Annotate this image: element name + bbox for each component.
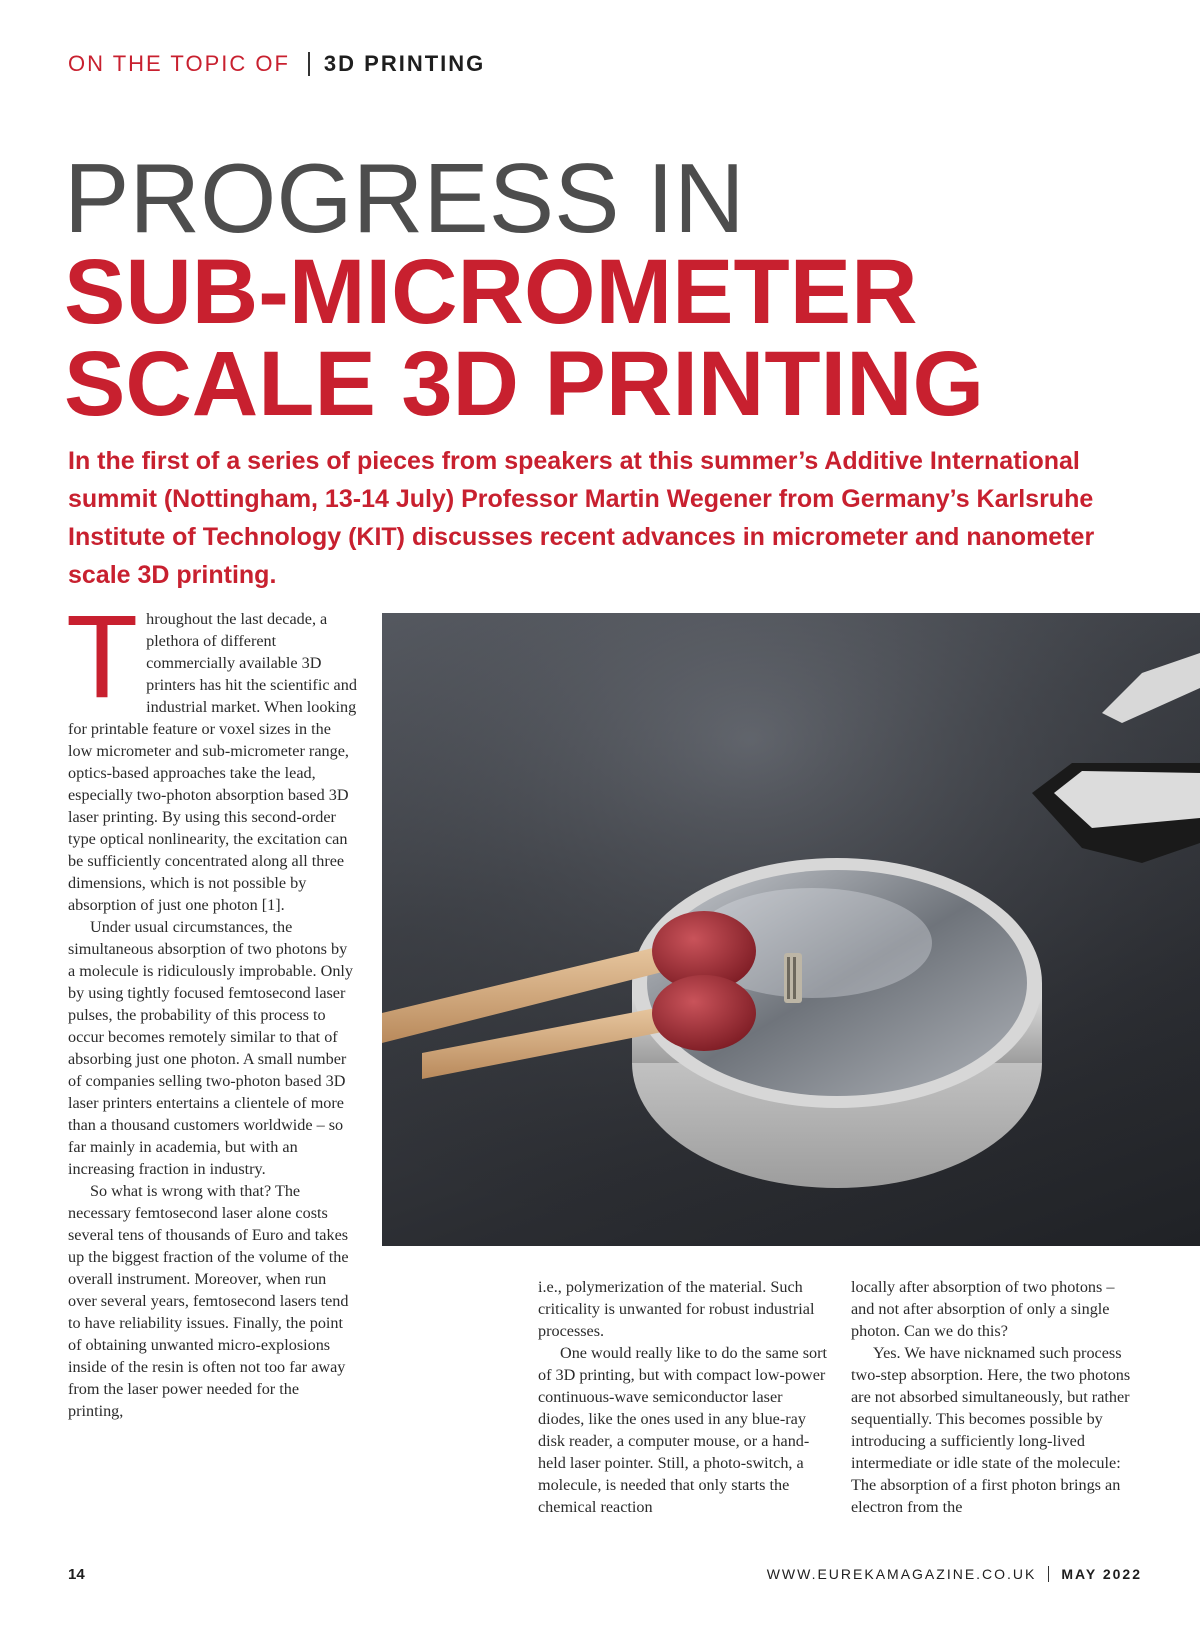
footer-date: MAY 2022	[1061, 1566, 1142, 1582]
body-paragraph-7: Yes. We have nicknamed such process two-step absorption. Here, the two photons are not absorbed simultaneously, but rather sequentially. This becomes possible by introducing a sufficiently long-lived intermediate or idle state of the molecule: The absorption of a first photon brings an electron from the	[851, 1344, 1131, 1516]
body-paragraph-3: So what is wrong with that? The necessary femtosecond laser alone costs several tens of thousands of Euro and takes up the biggest fraction of the volume of the overall instrument. Moreover, when run over several years, femtosecond lasers tend to have reliability issues. Finally, the point of obtaining unwanted micro-explosions inside of the resin is often not too far away from the laser power needed for the printing,	[68, 1182, 349, 1420]
body-column-3	[851, 1276, 1141, 1518]
article-standfirst: In the first of a series of pieces from speakers at this summer’s Additive International summit (Nottingham, 13-14 July) Professor Martin Wegener from Germany’s Karlsruhe Institute of Technology (KIT) discusses recent advances in micrometer and nanometer scale 3D printing.	[68, 447, 1095, 589]
article-headline	[64, 143, 1154, 435]
body-paragraph-5: One would really like to do the same sort of 3D printing, but with compact low-power continuous-wave semiconductor laser diodes, like the ones used in any blue-ray disk reader, a computer mouse, or a hand-held laser pointer. Still, a photo-switch, a molecule, is needed that only starts the chemical reaction	[538, 1344, 828, 1516]
kicker-topic: 3D PRINTING	[323, 51, 486, 76]
body-paragraph-1-text: hroughout the last decade, a plethora of different commercially available 3D printers has hit the scientific and industrial market. When looking for printable feature or voxel sizes in the low micrometer and sub-micrometer range, optics-based approaches take the lead, especially two-photon absorption based 3D laser printing. By using this second-order type optical nonlinearity, the excitation can be sufficiently concentrated along all three dimensions, which is not possible by absorption of just one photon [1].	[68, 610, 357, 914]
body-paragraph-6: locally after absorption of two photons – and not after absorption of only a single photon. Can we do this?	[851, 1278, 1115, 1340]
article-photo	[382, 613, 1200, 1246]
headline-line-1: PROGRESS IN	[64, 143, 745, 253]
kicker-label: ON THE TOPIC OF	[68, 51, 290, 76]
headline-line-3: SCALE 3D PRINTING	[64, 333, 985, 435]
drop-cap: T	[66, 591, 139, 723]
page-number: 14	[68, 1566, 85, 1583]
body-paragraph-1	[66, 591, 358, 916]
body-paragraph-4: i.e., polymerization of the material. Such criticality is unwanted for robust industrial processes.	[538, 1278, 815, 1340]
page-footer	[767, 1566, 1142, 1582]
body-column-1	[66, 591, 358, 1422]
section-kicker	[68, 48, 485, 80]
lens-matches-photo-illustration	[382, 613, 1200, 1246]
headline-line-2: SUB-MICROMETER	[64, 241, 918, 343]
body-column-2	[538, 1276, 828, 1518]
footer-divider	[1048, 1566, 1049, 1582]
footer-website: WWW.EUREKAMAGAZINE.CO.UK	[766, 1566, 1037, 1582]
kicker-divider	[308, 52, 310, 76]
body-paragraph-2: Under usual circumstances, the simultaneous absorption of two photons by a molecule is ridiculously improbable. Only by using tightly focused femtosecond laser pulses, the probability of this process to occur becomes remotely similar to that of absorbing just one photon. A small number of companies selling two-photon based 3D laser printers entertains a clientele of more than a thousand customers worldwide – so far mainly in academia, but with an increasing fraction in industry.	[68, 918, 354, 1178]
